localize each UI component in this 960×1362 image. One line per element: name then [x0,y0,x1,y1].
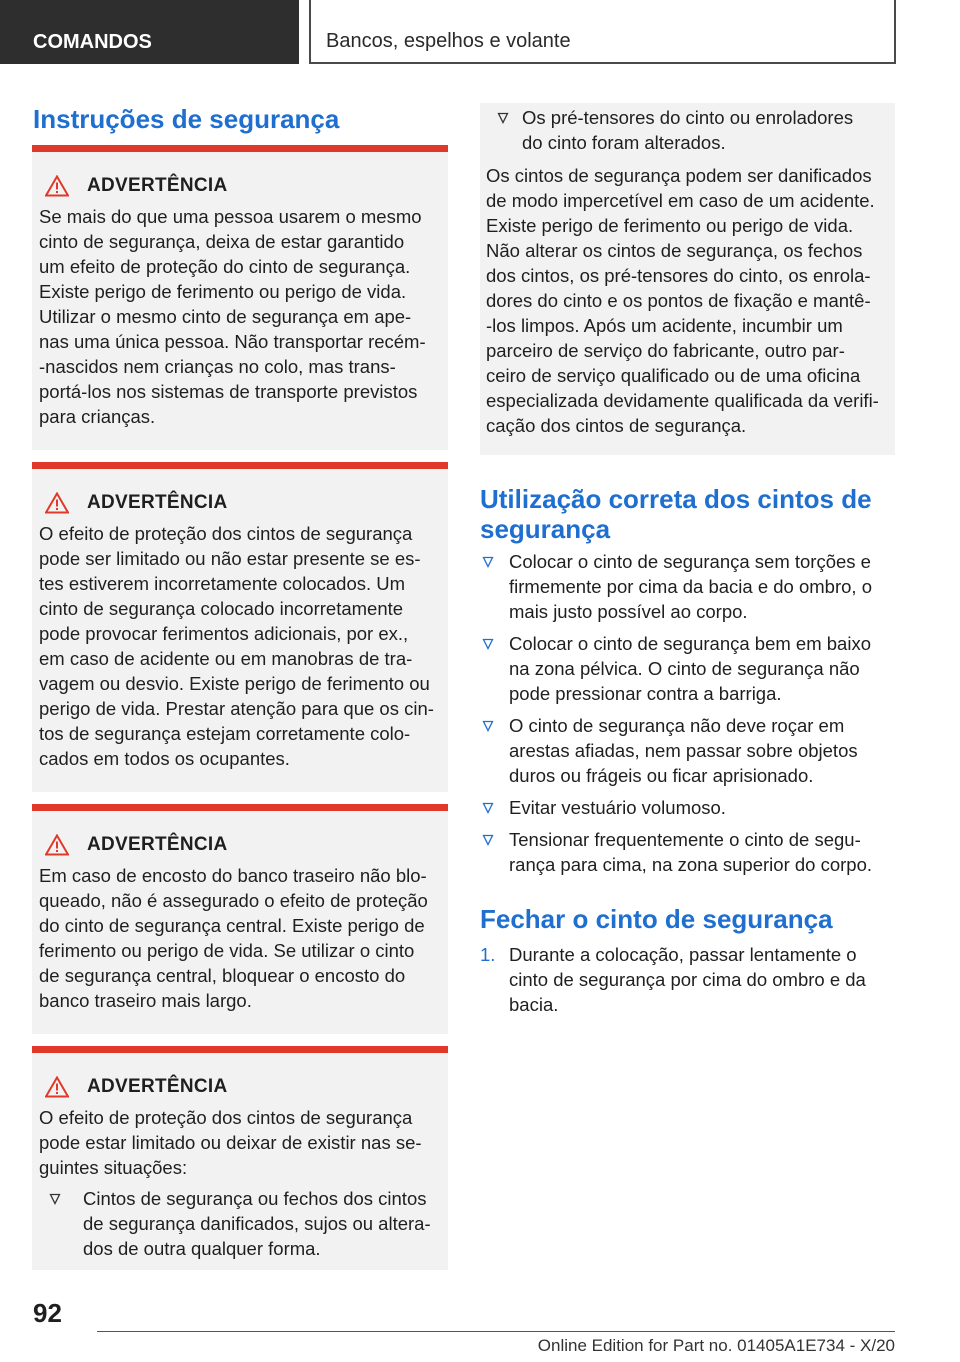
bullet-triangle-icon [482,720,494,732]
bullet-triangle-icon [49,1193,61,1205]
warning-box-1 [32,145,448,450]
list-item: Os pré-tensores do cinto ou enroladores do cinto foram alterados. [486,105,889,155]
warning-triangle-icon [45,834,69,856]
warning-title: ADVERTÊNCIA [87,1076,228,1097]
bullet-triangle-icon [497,112,509,124]
step-number: 1. [480,944,496,965]
warning-triangle-icon [45,1076,69,1098]
list-item: 1. Durante a colocação, passar lentamente o cinto de segurança por cima do ombro e da bacia. [480,944,866,1015]
warning-text: O efeito de proteção dos cintos de segurança pode estar limitado ou deixar de existir nas se- guintes situações: [39,1107,422,1178]
warning-text: Em caso de encosto do banco traseiro não blo- queado, não é assegurado o efeito de proteção do cinto de segurança central. Existe perigo de ferimento ou perigo de vida. Se utilizar o cinto de segurança central, bloquear o encosto do banco traseiro mais largo. [39,865,428,1011]
chapter-tab: COMANDOS [0,0,299,64]
warning-box-continued [480,103,895,455]
warning-text: Os cintos de segurança podem ser danificados de modo impercetível em caso de um acidente. Existe perigo de ferimento ou perigo de vida. Não alterar os cintos de segurança, os fechos dos cintos, os pré-tensores do cinto, os enrola- dores do cinto e os pontos de fixação e mantê- -los limpos. Após um acidente, incumbir um parceiro de serviço do fabricante, outro par- ceiro de serviço qualificado ou de uma oficina especializada devidamente qualificada da verifi- cação dos cintos de segurança. [486,165,879,436]
warning-box-4 [32,1046,448,1270]
list-item: Cintos de segurança ou fechos dos cintos de segurança danificados, sujos ou altera- dos de outra qualquer forma. [39,1186,442,1261]
footer-edition: Online Edition for Part no. 01405A1E734 - X/20 [537,1336,895,1355]
section-title-correct-use: Utilização correta dos cintos de segurança [480,484,872,544]
bullet-triangle-icon [482,834,494,846]
warning-triangle-icon [45,492,69,514]
list-item: Tensionar frequentemente o cinto de segu- rança para cima, na zona superior do corpo. [480,827,895,877]
bullet-triangle-icon [482,556,494,568]
section-title-safety: Instruções de segurança [33,104,340,134]
warning-title: ADVERTÊNCIA [87,834,228,855]
bullet-triangle-icon [482,802,494,814]
list-item: Evitar vestuário volumoso. [480,795,895,820]
section-title-fasten: Fechar o cinto de segurança [480,904,833,934]
correct-use-list [480,549,895,884]
list-item: Colocar o cinto de segurança bem em baixo na zona pélvica. O cinto de segurança não pode pressionar contra a barriga. [480,631,895,706]
list-item: Colocar o cinto de segurança sem torções e firmemente por cima da bacia e do ombro, o mais justo possível ao corpo. [480,549,895,624]
list-item: O cinto de segurança não deve roçar em arestas afiadas, nem passar sobre objetos duros ou frágeis ou ficar aprisionado. [480,713,895,788]
footer-divider [97,1331,895,1332]
fasten-steps-list [480,942,895,1024]
continued-bullet-list [486,105,889,155]
warning-title: ADVERTÊNCIA [87,492,228,513]
header-section-title: Bancos, espelhos e volante [326,30,571,52]
warning-triangle-icon [45,175,69,197]
warning-bullet-list [39,1186,442,1261]
warning-text: Se mais do que uma pessoa usarem o mesmo cinto de segurança, deixa de estar garantido um efeito de proteção do cinto de segurança. Existe perigo de ferimento ou perigo de vida. Utilizar o mesmo cinto de segurança em ape- nas uma única pessoa. Não transportar recém- -nascidos nem crianças no colo, mas trans- portá-los nos sistemas de transporte previstos para crianças. [39,206,426,427]
warning-box-2 [32,462,448,792]
warning-box-3 [32,804,448,1034]
page-number: 92 [33,1298,62,1328]
warning-text: O efeito de proteção dos cintos de segurança pode ser limitado ou não estar presente se es- tes estiverem incorretamente colocados. Um cinto de segurança colocado incorretamente pode provocar ferimentos adicionais, por ex., em caso de acidente ou em manobras de tra- vagem ou desvio. Existe perigo de ferimento ou perigo de vida. Prestar atenção para que os cin- tos de segurança estejam corretamente colo- cados em todos os ocupantes. [39,523,434,769]
warning-title: ADVERTÊNCIA [87,175,228,196]
bullet-triangle-icon [482,638,494,650]
